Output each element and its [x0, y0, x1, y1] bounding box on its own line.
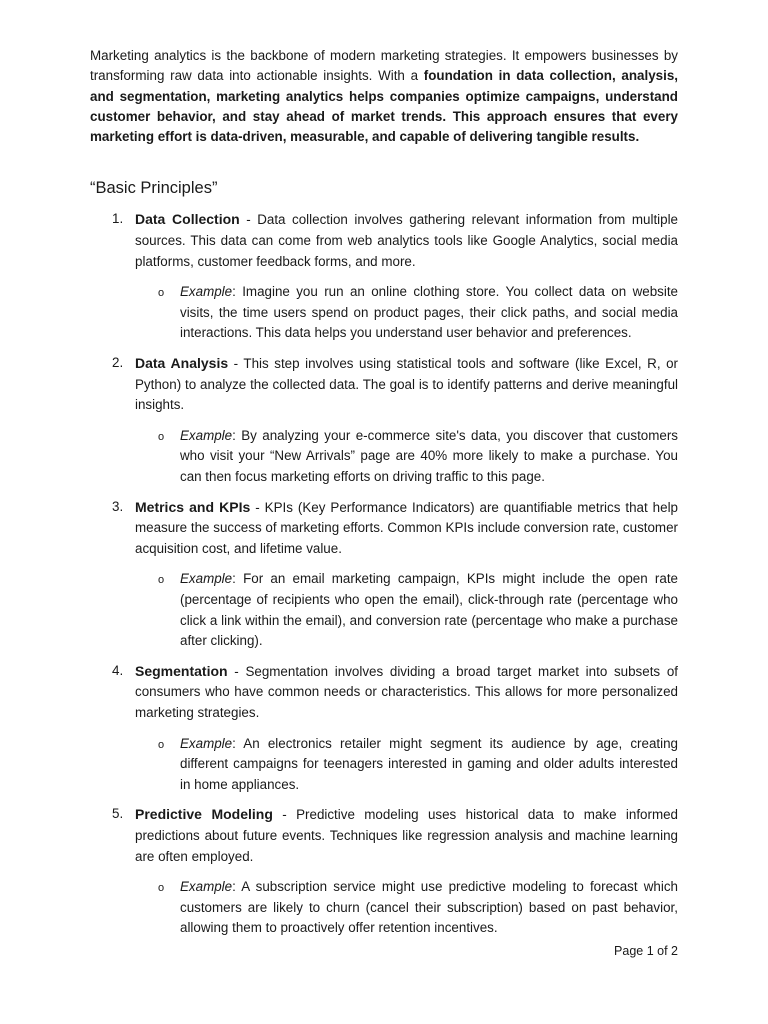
principle-number: 4. [112, 662, 124, 678]
example-text [180, 426, 678, 488]
example-label: Example [180, 879, 233, 895]
bullet-icon: o [158, 430, 165, 443]
principle-item [90, 804, 678, 939]
example-body: : By analyzing your e-commerce site's data, you discover that customers who visit your “New Arrivals” page are 40% more likely to make a purchase. You can then focus marketing efforts on driving traffic to this page. [180, 427, 678, 485]
principle-title: Metrics and KPIs [135, 498, 251, 515]
principle-body [135, 209, 678, 272]
example-text [180, 877, 678, 939]
example-text [180, 734, 678, 796]
example-body: : A subscription service might use predictive modeling to forecast which customers are likely to churn (cancel their subscription) based on past behavior, allowing them to proactively offer retention incentives. [180, 879, 678, 936]
bullet-icon: o [158, 287, 165, 300]
principle-title: Data Collection [135, 211, 240, 228]
page-number-footer: Page 1 of 2 [614, 944, 678, 958]
intro-plain-text: Marketing analytics is the backbone of modern marketing strategies. It empowers businesses by transforming raw data into actionable insights. With a [90, 48, 678, 84]
principle-body [135, 661, 678, 724]
bullet-icon: o [158, 882, 165, 895]
document-page [90, 46, 678, 948]
principle-text: - Predictive modeling uses historical data to make informed predictions about future events. Techniques like regression analysis and machine learning are often employed. [135, 807, 678, 864]
example-item [135, 569, 678, 651]
example-text [180, 282, 678, 344]
example-body: : An electronics retailer might segment its audience by age, creating different campaigns for teenagers interested in gaming and older adults interested in home appliances. [180, 735, 678, 792]
intro-paragraph [90, 46, 678, 147]
principle-number: 3. [112, 498, 124, 514]
example-item [135, 282, 678, 344]
example-item [135, 877, 678, 939]
principle-number: 1. [112, 211, 124, 227]
example-item [135, 426, 678, 488]
principle-text: - KPIs (Key Performance Indicators) are quantifiable metrics that help measure the success of marketing efforts. Common KPIs include conversion rate, customer acquisition cost, and lifetime value. [135, 499, 678, 556]
principle-text: - This step involves using statistical tools and software (like Excel, R, or Python) to analyze the collected data. The goal is to identify patterns and derive meaningful insights. [135, 356, 678, 413]
bullet-icon: o [158, 574, 165, 587]
example-label: Example [180, 571, 233, 587]
principle-body [135, 804, 678, 867]
principle-text: - Segmentation involves dividing a broad target market into subsets of consumers who have common needs or characteristics. This allows for more personalized marketing strategies. [135, 663, 678, 720]
example-body: : Imagine you run an online clothing store. You collect data on website visits, the time users spend on product pages, their click paths, and social media interactions. This data helps you understand user behavior and preferences. [180, 284, 678, 341]
principle-item [90, 353, 678, 488]
principle-item [90, 497, 678, 652]
bullet-icon: o [158, 738, 165, 751]
principle-item [90, 661, 678, 796]
example-label: Example [180, 427, 233, 443]
principle-body [135, 497, 678, 560]
principle-title: Predictive Modeling [135, 806, 273, 823]
principles-list [90, 209, 678, 938]
intro-bold-text: foundation in data collection, analysis, and segmentation, marketing analytics helps companies optimize campaigns, understand customer behavior, and stay ahead of market trends. This approach ensures that every marketing effort is data-driven, measurable, and capable of delivering tangible results. [90, 68, 678, 145]
principle-text: - Data collection involves gathering relevant information from multiple sources. This data can come from web analytics tools like Google Analytics, social media platforms, customer feedback forms, and more. [135, 212, 679, 269]
example-label: Example [180, 735, 233, 751]
example-item [135, 734, 678, 796]
example-label: Example [180, 284, 233, 300]
principle-item [90, 209, 678, 344]
principle-number: 5. [112, 806, 124, 822]
principle-number: 2. [112, 355, 124, 371]
example-body: : For an email marketing campaign, KPIs might include the open rate (percentage of recipients who open the email), click-through rate (percentage who click a link within the email), and conversion rate (percentage who make a purchase after clicking). [180, 571, 678, 649]
principle-title: Segmentation [135, 662, 228, 679]
section-heading: “Basic Principles” [90, 179, 218, 198]
principle-title: Data Analysis [135, 355, 229, 372]
principle-body [135, 353, 678, 416]
example-text [180, 569, 678, 651]
